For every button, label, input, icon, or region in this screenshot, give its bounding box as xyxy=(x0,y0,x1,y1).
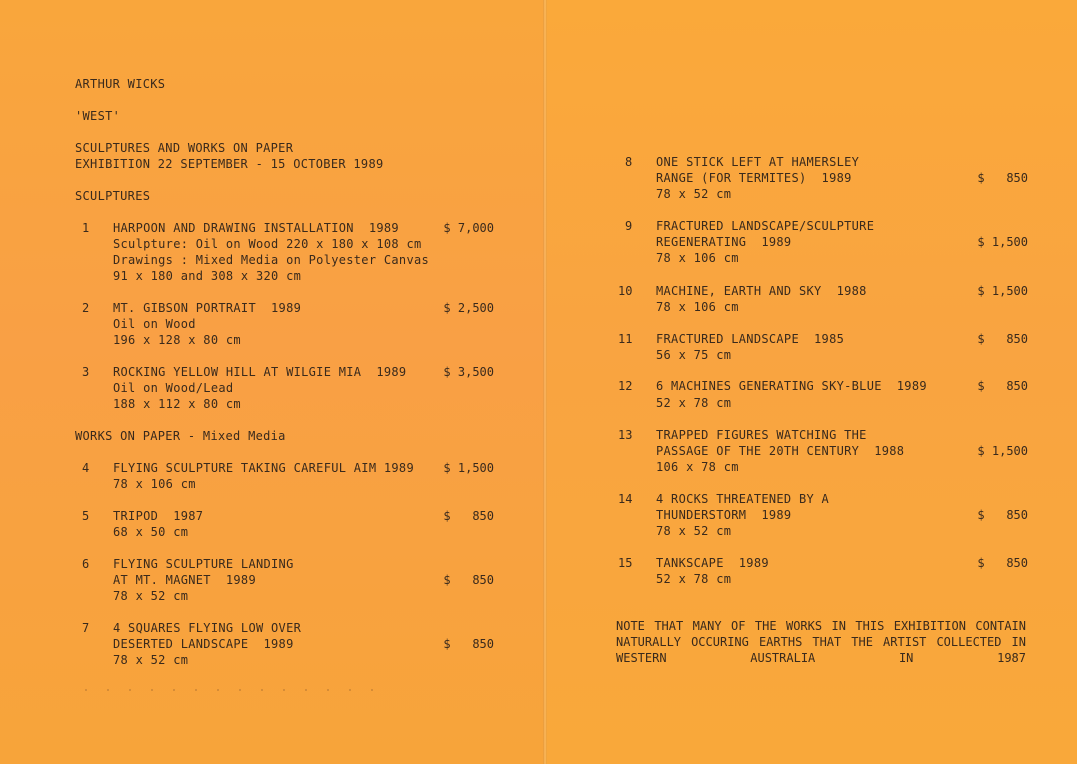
item-title: FRACTURED LANDSCAPE 1985 xyxy=(656,332,845,346)
item-title: TRAPPED FIGURES WATCHING THE xyxy=(656,428,867,442)
item-number: 12 xyxy=(618,379,633,393)
item-detail: DESERTED LANDSCAPE 1989 xyxy=(113,637,294,651)
item-detail: Oil on Wood/Lead xyxy=(113,381,234,395)
item-dimensions: 78 x 52 cm xyxy=(113,653,189,667)
item-dimensions: 78 x 106 cm xyxy=(113,477,196,491)
item-dimensions: 106 x 78 cm xyxy=(656,460,739,474)
item-price: $ 1,500 xyxy=(977,235,1028,249)
item-dimensions: 91 x 180 and 308 x 320 cm xyxy=(113,269,302,283)
item-dimensions: 188 x 112 x 80 cm xyxy=(113,397,241,411)
item-detail: AT MT. MAGNET 1989 xyxy=(113,573,256,587)
item-detail: REGENERATING 1989 xyxy=(656,235,792,249)
item-dimensions: 52 x 78 cm xyxy=(656,572,732,586)
item-price: $ 850 xyxy=(443,509,494,523)
item-number: 8 xyxy=(625,155,633,169)
item-detail: Sculpture: Oil on Wood 220 x 180 x 108 cm xyxy=(113,237,422,251)
item-title: HARPOON AND DRAWING INSTALLATION 1989 xyxy=(113,221,399,235)
item-dimensions: 52 x 78 cm xyxy=(656,396,732,410)
item-number: 7 xyxy=(82,621,90,635)
item-detail: PASSAGE OF THE 20TH CENTURY 1988 xyxy=(656,444,905,458)
item-title: TANKSCAPE 1989 xyxy=(656,556,769,570)
item-dimensions: 68 x 50 cm xyxy=(113,525,189,539)
item-number: 1 xyxy=(82,221,90,235)
item-price: $ 850 xyxy=(977,332,1028,346)
item-price: $ 850 xyxy=(977,508,1028,522)
item-price: $ 850 xyxy=(443,637,494,651)
item-price: $ 2,500 xyxy=(443,301,494,315)
item-number: 9 xyxy=(625,219,633,233)
exhibition-subtitle: SCULPTURES AND WORKS ON PAPER xyxy=(75,141,294,155)
section-heading-works-on-paper: WORKS ON PAPER - Mixed Media xyxy=(75,429,286,443)
item-price: $ 850 xyxy=(977,379,1028,393)
exhibition-title: 'WEST' xyxy=(75,109,121,123)
item-price: $ 850 xyxy=(977,556,1028,570)
exhibition-note: NOTE THAT MANY OF THE WORKS IN THIS EXHIBITION CONTAIN NATURALLY OCCURING EARTHS THAT THE ARTIST COLLECTED IN WESTERN AUSTRALIA IN 1987 xyxy=(616,619,1026,665)
page-fold xyxy=(543,0,547,764)
item-detail: Oil on Wood xyxy=(113,317,196,331)
item-price: $ 850 xyxy=(443,573,494,587)
item-title: ROCKING YELLOW HILL AT WILGIE MIA 1989 xyxy=(113,365,407,379)
item-title: TRIPOD 1987 xyxy=(113,509,204,523)
item-detail: RANGE (FOR TERMITES) 1989 xyxy=(656,171,852,185)
item-price: $ 1,500 xyxy=(443,461,494,475)
item-number: 3 xyxy=(82,365,90,379)
item-price: $ 850 xyxy=(977,171,1028,185)
item-title: 4 SQUARES FLYING LOW OVER xyxy=(113,621,302,635)
item-dimensions: 78 x 52 cm xyxy=(656,524,732,538)
item-dimensions: 78 x 106 cm xyxy=(656,251,739,265)
item-title: ONE STICK LEFT AT HAMERSLEY xyxy=(656,155,860,169)
artist-name: ARTHUR WICKS xyxy=(75,77,166,91)
item-price: $ 3,500 xyxy=(443,365,494,379)
item-title: MT. GIBSON PORTRAIT 1989 xyxy=(113,301,302,315)
item-number: 14 xyxy=(618,492,633,506)
item-number: 11 xyxy=(618,332,633,346)
item-title: 4 ROCKS THREATENED BY A xyxy=(656,492,830,506)
item-dimensions: 78 x 52 cm xyxy=(113,589,189,603)
item-title: MACHINE, EARTH AND SKY 1988 xyxy=(656,284,867,298)
item-number: 5 xyxy=(82,509,90,523)
item-price: $ 1,500 xyxy=(977,444,1028,458)
item-price: $ 7,000 xyxy=(443,221,494,235)
item-dimensions: 78 x 106 cm xyxy=(656,300,739,314)
item-title: FLYING SCULPTURE TAKING CAREFUL AIM 1989 xyxy=(113,461,414,475)
exhibition-dates: EXHIBITION 22 SEPTEMBER - 15 OCTOBER 1989 xyxy=(75,157,384,171)
item-detail: Drawings : Mixed Media on Polyester Canvas xyxy=(113,253,430,267)
item-number: 13 xyxy=(618,428,633,442)
item-number: 15 xyxy=(618,556,633,570)
section-heading-sculptures: SCULPTURES xyxy=(75,189,151,203)
item-price: $ 1,500 xyxy=(977,284,1028,298)
item-number: 6 xyxy=(82,557,90,571)
item-dimensions: 196 x 128 x 80 cm xyxy=(113,333,241,347)
item-title: FRACTURED LANDSCAPE/SCULPTURE xyxy=(656,219,875,233)
item-number: 2 xyxy=(82,301,90,315)
item-number: 10 xyxy=(618,284,633,298)
item-dimensions: 78 x 52 cm xyxy=(656,187,732,201)
item-number: 4 xyxy=(82,461,90,475)
item-detail: THUNDERSTORM 1989 xyxy=(656,508,792,522)
item-dimensions: 56 x 75 cm xyxy=(656,348,732,362)
faint-specks xyxy=(75,688,375,692)
item-title: FLYING SCULPTURE LANDING xyxy=(113,557,294,571)
item-title: 6 MACHINES GENERATING SKY-BLUE 1989 xyxy=(656,379,927,393)
